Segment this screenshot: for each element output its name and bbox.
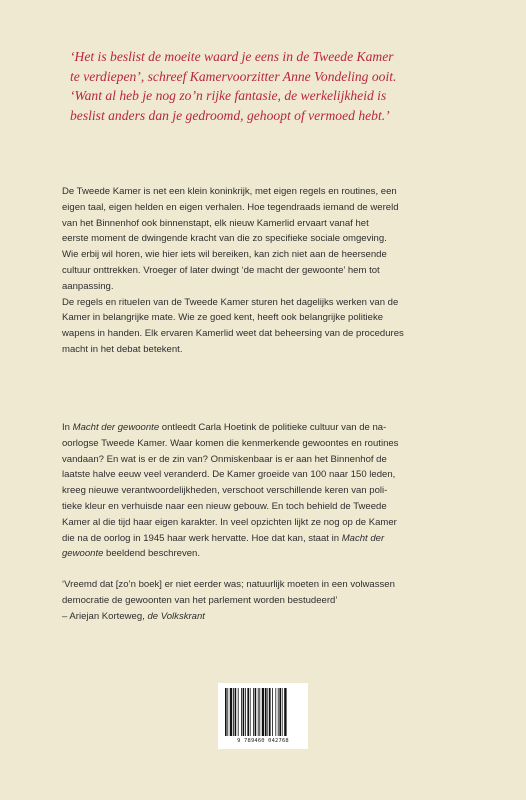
text-line: ‘Vreemd dat [zo’n boek] er niet eerder was; natuurlijk moeten in een volwassen (62, 579, 395, 590)
text-line: De Tweede Kamer is net een klein koninkrijk, met eigen regels en routines, een (62, 186, 397, 197)
text-line: laatste halve eeuw veel veranderd. De Kamer groeide van 100 naar 150 leden, (62, 469, 396, 481)
text-line: Kamer in belangrijke mate. Wie ze goed kent, heeft ook belangrijke politieke (62, 312, 384, 324)
text-line: De regels en ritueIen van de Tweede Kamer sturen het dagelijks werken van de (62, 296, 399, 308)
barcode-bar (247, 688, 249, 736)
text-line: tieke kleur en verhuisde naar een nieuw gebouw. En toch behield de Tweede (62, 500, 387, 512)
barcode-bar (258, 688, 259, 736)
quote-line: ‘Het is beslist de moeite waard je eens in de Tweede Kamer (70, 49, 394, 64)
barcode-bar (262, 688, 264, 736)
review-quote (62, 577, 478, 624)
text-line (62, 420, 478, 436)
barcode-bar (225, 688, 227, 736)
text-line: oorlogse Tweede Kamer. Waar komen die kenmerkende gewoontes en routines (62, 437, 399, 449)
barcode-bar (238, 688, 239, 736)
barcode-bar (282, 688, 283, 736)
barcode-bar (272, 688, 273, 736)
text-line: democratie de gewoonten van het parlement worden bestudeerd’ (62, 594, 338, 606)
barcode-bar (243, 688, 245, 736)
barcode-bar (235, 688, 237, 736)
barcode-bar (284, 688, 286, 736)
publication: de Volkskrant (147, 610, 205, 622)
text-line: wapens in handen. Elk ervaren Kamerlid weet dat beheersing van de procedures (62, 328, 404, 340)
text-line: macht in het debat betekent. (62, 343, 183, 355)
barcode-bar (241, 688, 242, 736)
text: beeldend beschreven. (103, 548, 201, 560)
quote-line: beslist anders dan je gedroomd, gehoopt of vermoed hebt.’ (70, 107, 390, 123)
book-title: Macht der gewoonte (72, 422, 160, 433)
barcode-bar (230, 688, 232, 736)
text-line: Wie erbij wil horen, wie hier iets wil bereiken, kan zich niet aan de heersende (62, 249, 387, 261)
text-line: van het Binnenhof ook binnenstapt, elk nieuw Kamerlid ervaart vanaf het (62, 217, 369, 229)
text: die na de oorlog in 1945 haar werk hervatte. Hoe dat kan, staat in (62, 532, 342, 544)
barcode-bar (227, 688, 228, 736)
description-paragraph-1 (62, 184, 478, 358)
barcode-bar (259, 688, 260, 736)
barcode-bar (255, 688, 257, 736)
barcode-bar (278, 688, 279, 736)
description-paragraph-2 (62, 420, 478, 562)
text-line: aanpassing. (62, 280, 114, 292)
barcode-bar (250, 688, 251, 736)
barcode-bars (225, 688, 301, 736)
pull-quote (70, 47, 470, 125)
text-line: eerste moment de dwingende kracht van die zo specifieke sociale omgeving. (62, 233, 387, 245)
text-line (62, 546, 478, 562)
isbn-number: 9 789460 042768 (237, 738, 289, 744)
barcode-bar (233, 688, 234, 736)
barcode-bar (265, 688, 267, 736)
barcode-bar (253, 688, 254, 736)
barcode-bar (267, 688, 268, 736)
text-line: Kamer al die tijd haar eigen karakter. In veel opzichten lijkt ze nog op de Kamer (62, 516, 397, 528)
quote-line: te verdiepen’, schreef Kamervoorzitter Anne Vondeling ooit. (70, 68, 397, 84)
text-line (62, 531, 478, 547)
barcode-bar (245, 688, 246, 736)
book-title: Macht der (341, 532, 385, 544)
book-title: gewoonte (62, 548, 104, 560)
review-attribution (62, 609, 478, 625)
text-line: kreeg nieuwe verantwoordelijkheden, verschoot verschillende keren van poli- (62, 485, 388, 497)
text-line: eigen taal, eigen helden en eigen verhalen. Hoe tegendraads iemand de wereld (62, 201, 399, 213)
barcode-bar (269, 688, 271, 736)
reviewer: – Ariejan Korteweg, (62, 610, 148, 622)
text-line: cultuur onttrekken. Vroeger of later dwingt ‘de macht der gewoonte’ hem tot (62, 264, 380, 276)
barcode (218, 683, 308, 749)
barcode-bar (275, 688, 276, 736)
text: ontleedt Carla Hoetink de politieke cultuur van de na- (159, 422, 387, 433)
quote-line: ‘Want al heb je nog zo’n rijke fantasie, de werkelijkheid is (70, 88, 387, 103)
barcode-bar (279, 688, 281, 736)
text: In (62, 422, 73, 433)
text-line: vandaan? En wat is er de zin van? Onmiskenbaar is er aan het Binnenhof de (62, 453, 387, 465)
